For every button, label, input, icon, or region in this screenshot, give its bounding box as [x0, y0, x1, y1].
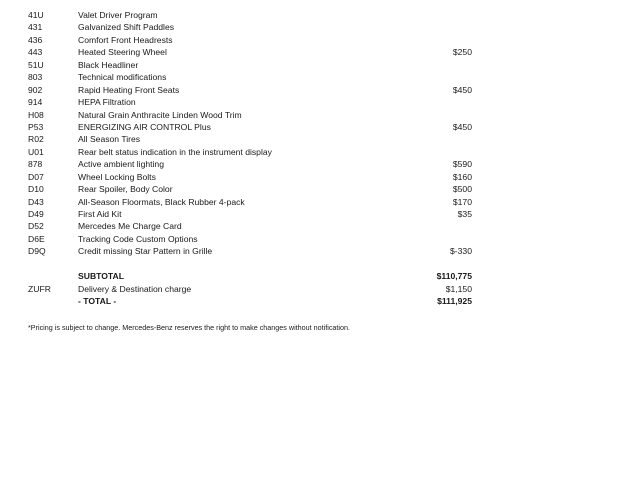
option-description: Active ambient lighting	[78, 159, 164, 170]
option-row	[28, 208, 488, 220]
option-code: 431	[28, 22, 43, 33]
subtotal-value: $110,775	[436, 271, 472, 281]
option-code: D52	[28, 221, 44, 232]
option-code: 878	[28, 159, 43, 170]
option-row	[28, 46, 488, 58]
option-code: H08	[28, 109, 44, 120]
option-row	[28, 146, 488, 158]
option-description: Wheel Locking Bolts	[78, 171, 156, 182]
option-code: 443	[28, 47, 43, 58]
options-list	[28, 9, 488, 258]
option-description: Technical modifications	[78, 72, 167, 83]
option-description: Heated Steering Wheel	[78, 47, 167, 58]
option-code: D49	[28, 209, 44, 219]
delivery-value: $1,150	[445, 283, 472, 294]
total-row	[28, 295, 488, 308]
option-description: Tracking Code Custom Options	[78, 233, 198, 244]
option-price: $35	[457, 209, 472, 219]
option-row	[28, 9, 488, 21]
option-description: ENERGIZING AIR CONTROL Plus	[78, 121, 211, 132]
option-row	[28, 121, 488, 133]
option-description: Credit missing Star Pattern in Grille	[78, 246, 213, 257]
option-code: 914	[28, 97, 43, 108]
option-code: 803	[28, 72, 43, 83]
option-description: Rear Spoiler, Body Color	[78, 184, 173, 195]
option-code: 51U	[28, 59, 44, 70]
option-description: Black Headliner	[78, 59, 139, 70]
option-row	[28, 21, 488, 33]
option-code: 902	[28, 84, 43, 95]
option-price: $590	[452, 159, 472, 170]
option-code: 41U	[28, 10, 44, 20]
option-row	[28, 196, 488, 208]
option-row	[28, 158, 488, 170]
option-row	[28, 96, 488, 108]
option-row	[28, 84, 488, 96]
option-description: Natural Grain Anthracite Linden Wood Trim	[78, 109, 242, 120]
option-row	[28, 233, 488, 245]
option-description: All-Season Floormats, Black Rubber 4-pack	[78, 196, 245, 207]
option-row	[28, 71, 488, 83]
pricing-footnote: *Pricing is subject to change. Mercedes-Benz reserves the right to make changes without notification.	[28, 323, 351, 332]
option-description: Rear belt status indication in the instrument display	[78, 146, 272, 157]
option-price: $450	[452, 121, 472, 132]
option-price: $170	[452, 196, 472, 207]
option-code: R02	[28, 134, 44, 145]
option-code: U01	[28, 146, 44, 157]
option-code: D10	[28, 184, 44, 195]
delivery-row	[28, 283, 488, 296]
option-description: First Aid Kit	[78, 209, 122, 219]
option-price: $160	[452, 171, 472, 182]
option-row	[28, 171, 488, 183]
option-description: HEPA Filtration	[78, 97, 136, 108]
delivery-label: Delivery & Destination charge	[78, 283, 192, 294]
option-row	[28, 183, 488, 195]
option-row	[28, 133, 488, 145]
option-price: $250	[452, 47, 472, 58]
option-code: P53	[28, 121, 44, 132]
total-value: $111,925	[437, 296, 472, 306]
option-code: D6E	[28, 233, 45, 244]
option-price: $-330	[450, 246, 472, 257]
totals-section	[28, 270, 488, 308]
option-description: Rapid Heating Front Seats	[78, 84, 180, 95]
subtotal-row	[28, 270, 488, 283]
option-row	[28, 220, 488, 232]
option-row	[28, 245, 488, 257]
option-row	[28, 34, 488, 46]
option-code: D07	[28, 171, 44, 182]
option-row	[28, 109, 488, 121]
option-description: All Season Tires	[78, 134, 141, 145]
option-description: Galvanized Shift Paddles	[78, 22, 175, 33]
option-description: Comfort Front Headrests	[78, 34, 173, 45]
option-code: 436	[28, 34, 43, 45]
option-description: Valet Driver Program	[78, 10, 158, 20]
option-description: Mercedes Me Charge Card	[78, 221, 182, 232]
option-price: $500	[452, 184, 472, 195]
option-code: D9Q	[28, 246, 46, 257]
total-label: - TOTAL -	[78, 296, 117, 306]
option-row	[28, 59, 488, 71]
subtotal-label: SUBTOTAL	[78, 271, 124, 281]
option-code: D43	[28, 196, 44, 207]
option-price: $450	[452, 84, 472, 95]
delivery-code: ZUFR	[28, 283, 51, 294]
